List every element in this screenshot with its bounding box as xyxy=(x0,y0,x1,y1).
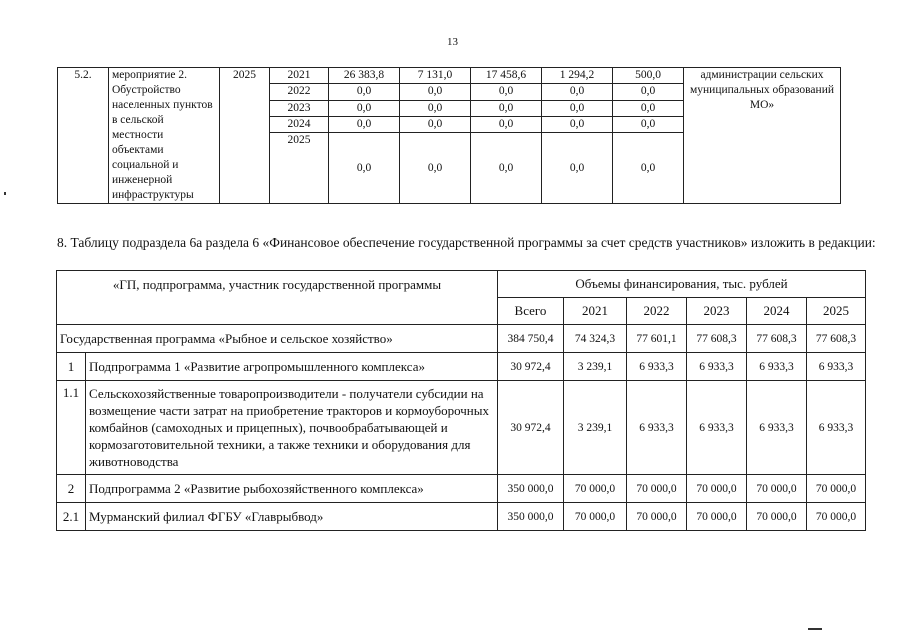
executor: администрации сельских муниципальных образований МО» xyxy=(684,68,841,204)
column-header: 2025 xyxy=(807,298,866,325)
value-cell: 0,0 xyxy=(400,84,471,100)
row-name: Мурманский филиал ФГБУ «Главрыбвод» xyxy=(86,503,498,531)
value-cell: 0,0 xyxy=(613,100,684,116)
value-cell: 6 933,3 xyxy=(627,381,687,475)
value-cell: 500,0 xyxy=(613,68,684,84)
row-name: Подпрограмма 2 «Развитие рыбохозяйственного комплекса» xyxy=(86,475,498,503)
value-cell: 17 458,6 xyxy=(471,68,542,84)
value-cell: 0,0 xyxy=(329,100,400,116)
column-header: Всего xyxy=(498,298,564,325)
value-cell: 77 608,3 xyxy=(687,325,747,353)
value-cell: 3 239,1 xyxy=(564,353,627,381)
value-cell: 77 601,1 xyxy=(627,325,687,353)
page-number: 13 xyxy=(447,36,458,48)
header-financing: Объемы финансирования, тыс. рублей xyxy=(498,271,866,298)
row-number: 2.1 xyxy=(57,503,86,531)
value-cell: 384 750,4 xyxy=(498,325,564,353)
row-number: 2 xyxy=(57,475,86,503)
value-cell: 26 383,8 xyxy=(329,68,400,84)
row-name: Подпрограмма 1 «Развитие агропромышленного комплекса» xyxy=(86,353,498,381)
value-cell: 0,0 xyxy=(542,84,613,100)
value-cell: 6 933,3 xyxy=(747,353,807,381)
value-cell: 0,0 xyxy=(613,133,684,204)
value-cell: 3 239,1 xyxy=(564,381,627,475)
table-row xyxy=(57,503,866,531)
value-cell: 6 933,3 xyxy=(747,381,807,475)
value-cell: 70 000,0 xyxy=(627,475,687,503)
value-cell: 70 000,0 xyxy=(564,475,627,503)
value-cell: 77 608,3 xyxy=(807,325,866,353)
column-header: 2023 xyxy=(687,298,747,325)
table-row xyxy=(57,381,866,475)
table-row xyxy=(57,353,866,381)
year-cell: 2025 xyxy=(270,133,329,204)
row-number: 1.1 xyxy=(57,381,86,475)
value-cell: 30 972,4 xyxy=(498,353,564,381)
table-row xyxy=(57,475,866,503)
measure-term: 2025 xyxy=(220,68,270,204)
value-cell: 7 131,0 xyxy=(400,68,471,84)
year-cell: 2023 xyxy=(270,100,329,116)
value-cell: 70 000,0 xyxy=(564,503,627,531)
table-row xyxy=(57,325,866,353)
value-cell: 6 933,3 xyxy=(807,381,866,475)
column-header: 2022 xyxy=(627,298,687,325)
table-header-row xyxy=(57,271,866,298)
value-cell: 70 000,0 xyxy=(747,503,807,531)
value-cell: 70 000,0 xyxy=(747,475,807,503)
year-cell: 2021 xyxy=(270,68,329,84)
scan-mark xyxy=(4,192,6,195)
value-cell: 70 000,0 xyxy=(687,475,747,503)
value-cell: 0,0 xyxy=(400,116,471,132)
value-cell: 6 933,3 xyxy=(687,353,747,381)
value-cell: 350 000,0 xyxy=(498,503,564,531)
column-header: 2021 xyxy=(564,298,627,325)
value-cell: 1 294,2 xyxy=(542,68,613,84)
value-cell: 0,0 xyxy=(471,84,542,100)
scan-mark xyxy=(808,628,822,630)
value-cell: 0,0 xyxy=(613,116,684,132)
value-cell: 0,0 xyxy=(329,116,400,132)
amendment-paragraph: 8. Таблицу подраздела 6а раздела 6 «Финансовое обеспечение государственной программы за счет средств участников» изложить в редакции: xyxy=(57,235,876,250)
value-cell: 70 000,0 xyxy=(627,503,687,531)
year-cell: 2022 xyxy=(270,84,329,100)
value-cell: 0,0 xyxy=(400,100,471,116)
value-cell: 6 933,3 xyxy=(687,381,747,475)
value-cell: 70 000,0 xyxy=(807,475,866,503)
financing-table xyxy=(56,270,866,531)
table-row xyxy=(58,68,841,84)
value-cell: 0,0 xyxy=(542,133,613,204)
value-cell: 6 933,3 xyxy=(807,353,866,381)
value-cell: 74 324,3 xyxy=(564,325,627,353)
value-cell: 0,0 xyxy=(542,100,613,116)
header-participant: «ГП, подпрограмма, участник государственной программы xyxy=(57,271,498,325)
value-cell: 0,0 xyxy=(471,116,542,132)
value-cell: 0,0 xyxy=(400,133,471,204)
value-cell: 0,0 xyxy=(329,133,400,204)
value-cell: 77 608,3 xyxy=(747,325,807,353)
value-cell: 0,0 xyxy=(471,100,542,116)
value-cell: 0,0 xyxy=(329,84,400,100)
year-cell: 2024 xyxy=(270,116,329,132)
row-number: 5.2. xyxy=(58,68,109,204)
row-number: 1 xyxy=(57,353,86,381)
row-name: Государственная программа «Рыбное и сельское хозяйство» xyxy=(57,325,498,353)
value-cell: 0,0 xyxy=(471,133,542,204)
measure-name: мероприятие 2. Обустройство населенных пунктов в сельской местности объектами социальной и инженерной инфраструктуры xyxy=(109,68,220,204)
measures-table xyxy=(57,67,841,204)
value-cell: 30 972,4 xyxy=(498,381,564,475)
value-cell: 0,0 xyxy=(613,84,684,100)
value-cell: 6 933,3 xyxy=(627,353,687,381)
value-cell: 350 000,0 xyxy=(498,475,564,503)
value-cell: 0,0 xyxy=(542,116,613,132)
value-cell: 70 000,0 xyxy=(807,503,866,531)
row-name: Сельскохозяйственные товаропроизводители - получатели субсидии на возмещение части затрат на приобретение тракторов и кормоуборочных комбайнов (самоходных и прицепных), почвообрабатывающей и кормозаготовительной техники, а также техники и оборудования для животноводства xyxy=(86,381,498,475)
column-header: 2024 xyxy=(747,298,807,325)
value-cell: 70 000,0 xyxy=(687,503,747,531)
